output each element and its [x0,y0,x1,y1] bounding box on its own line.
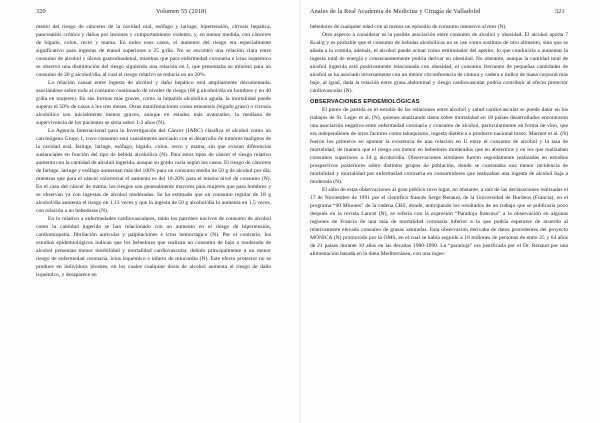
paragraph: bebedores de cualquier edad con al menos un episodio de consumo intensivo al mes (N). [310,24,507,30]
paragraph: Otro aspecto a considerar es la posible asociación entre consumo de alcohol y obesidad. El alcohol aporta 7 Kcal/g y es probable que el consumo de bebidas alcohólicas no se use como sustituto de otro alimento, sino que se añada a la comida, además, el alcohol puede actuar como estimulador del apetito, lo que conduciría a aumentar la ingesta total de energía y consecuentemente podría derivar en obesidad. No obstante, aunque la cantidad total de alcohol ingerida está positivamente relacionada con obesidad, el consumo frecuente de pequeñas cantidades de alcohol se ha asociado inversamente con un menor circunferencia de cintura y cadera e índice de masa corporal más bajo, al igual, dada la relación entre grasa abdominal y riesgo cardiovascular podría contribuir al efecto protector cardiovascular (N). [310,32,568,95]
paragraph: mento del riesgo de cánceres de la cavidad oral, esófago y laringe, hipertensión, cirrosis hepática, pancreatitis crónica y daños por lesiones y comportamiento violento, y, en menor medida, con cánceres de hígado, colon, recto y mama. En todos esos casos, el aumento del riesgo era especialmente significativo para ingestas de etanol superiores a 25 g/día. No se encontró una relación clara entre consumo de alcohol y úlcera gastroduodenal, mientras que para enfermedad coronaria e ictus isquémico se observó una disminución del riesgo siguiendo una relación en J, que presentaba su mínimo para un consumo de 20 g alcohol/día, al cual el riesgo relativo se reducía en un 20%. [36,24,271,79]
page-number: 320 [36,8,46,15]
right-page-body [310,23,568,258]
right-page [300,0,600,423]
page-number: 321 [555,8,565,15]
left-page-body [36,23,271,280]
section-heading: OBSERVACIONES EPIDEMIOLÓGICAS [310,99,420,106]
running-head: Anales de la Real Academia de Medicina y Cirugía de Valladolid [310,8,481,15]
paragraph: La Agencia Internacional para la Investigación del Cáncer (IARC) clasifica el alcohol como un carcinógeno Grupo 1, cuyo consumo está causalmente asociado con el desarrollo de tumores malignos de la cavidad oral, faringe, laringe, esófago, hígado, colon, recto y mama, sin que existan diferencias sustanciales en función del tipo de bebida alcohólica (N). Para estos tipos de cáncer el riesgo relativo aumenta con la cantidad de alcohol ingerida, aunque su grado varía según los casos. El riesgo de cánceres de faringe, laringe y esófago aumentan más del 100% para un consumo medio de 50 g de alcohol por día, mientras que para el cáncer colorrectal el aumento es del 10-20% para el mismo nivel de consumo (N). En el caso del cáncer de mama, los riesgos son generalmente mayores para mujeres que para hombres y se observan ya con ingestas de alcohol moderadas. Se ha estimado que un consumo regular de 18 g alcohol/día aumenta el riesgo en 1,13 veces y que la ingesta de 50 g alcohol/día lo aumenta en 1,5 veces, con relación a no bebedoras (N). [36,128,271,215]
paragraph: El salto de estas observaciones al gran público tuvo lugar, no obstante, a raíz de las declaraciones realizadas el 17 de Noviembre de 1991 por el científico francés Serge Renaud, de la Universidad de Burdeos (Francia), en el programa “60 Minutes” de la cadena CBS, donde, anticipando los resultados de un trabajo que se publicaría poco después en la revista Lancet (N), se refería con la expresión “Paradoja francesa” a la observación en algunas regiones de Francia de una tasa de mortalidad coronaria inferior a la que podría esperarse de acuerdo al relativamente elevado consumo de grasas saturadas. Esta observación derivaba de datos procedentes del proyecto MONICA (N) promovido por la OMS, en el cual se había seguido a 10 millones de personas de entre 25 y 64 años de 21 países durante 10 años en las décadas 1980-1990. La “paradoja” era justificada por el Dr. Renaud por una alimentación basada en la dieta Mediterránea, con una inges- [310,187,568,258]
paragraph: En lo relativo a enfermedades cardiovasculares, tanto los patrones nocivos de consumo de alcohol como la cantidad ingerida se han relacionado con un aumento en el riesgo de hipertensión, cardiomiopatía, fibrilación auricular y palpitaciones e ictus hemorrágico (N). Por el contrario, los estudios epidemiológicos indican que los bebedores que realizan un consumo de bajo a moderado de alcohol presentan menor morbilidad y mortalidad cardiovascular, debido principalmente a un menor riesgo de enfermedad coronaria, ictus isquémico e infarto de miocardio (N). Este efecto protector no se produce en individuos jóvenes, en los cuales cualquier dosis de alcohol aumenta el riesgo de daño isquémico, y desaparece en [36,216,271,279]
running-head: Volumen 55 (2018) [156,8,207,15]
paragraph: El punto de partida es el estudio de las relaciones entre alcohol y salud cardiovascular se puede datar en los trabajos de St. Leger et al. (N), quienes analizando datos sobre mortalidad en 18 países desarrollados encontraron una asociación negativa entre enfermedad coronaria y consumo de alcohol, particularmente en forma de vino, que era independiente de otros factores como tabaquismo, ingesta dietética o producto nacional bruto. Marmot et al. (N) fueron los primeros en apuntar la existencia de una relación en U entre el consumo de alcohol y la tasa de mortalidad, de manera que el riesgo era menor en bebedores moderados que en abstemios y en los que realizaban consumos superiores a 34 g alcohol/día. Observaciones similares fueron seguidamente realizadas en estudios prospectivos posteriores sobre distintos grupos de población, donde se constataba una menor incidencia de morbilidad y mortalidad por enfermedad coronaria en consumidores que realizaban una ingesta de alcohol baja a moderada (N). [310,107,568,186]
paragraph: La relación causal entre ingesta de alcohol y daño hepático está ampliamente documentada, asociándose sobre todo al consumo continuado de niveles de riesgo (60 g alcohol/día en hombres y en 40 g/día en mujeres). En sus formas más graves, como la hepatitis alcohólica aguda, la mortalidad puede superar el 50% de casos a los tres meses. Otras manifestaciones como esteatosis (hígado graso) o cirrosis alcohólica son inicialmente menos graves, aunque en estados más avanzados, la mediana de supervivencia de los pacientes se sitúa sobre 1-2 años (N). [36,80,271,127]
